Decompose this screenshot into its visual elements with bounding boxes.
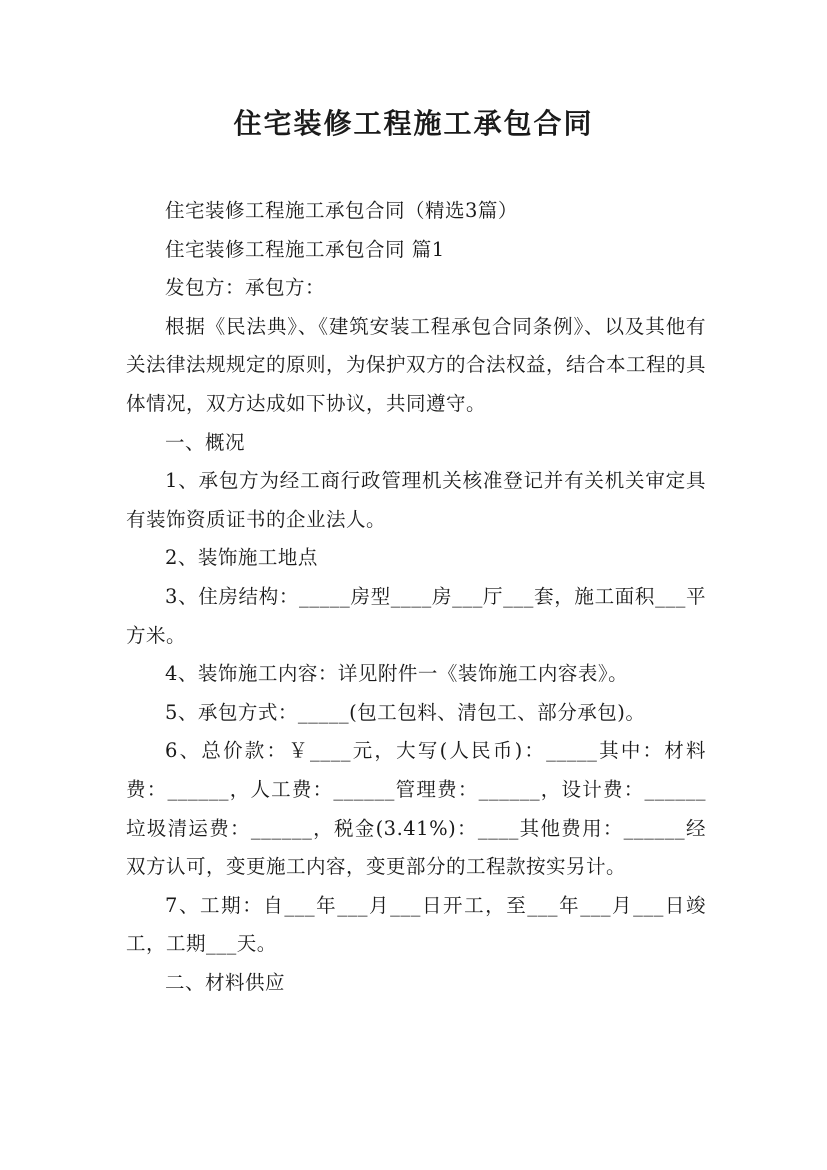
- clause-1: 1、承包方为经工商行政管理机关核准登记并有关机关审定具有装饰资质证书的企业法人。: [126, 469, 706, 531]
- clause-3: 3、住房结构：_____房型____房___厅___套，施工面积___平方米。: [126, 584, 706, 647]
- clause-5: 5、承包方式：_____(包工包料、清包工、部分承包)。: [165, 700, 646, 724]
- document-body: [126, 192, 706, 1002]
- clause-2: 2、装饰施工地点: [165, 546, 318, 570]
- document-title: 住宅装修工程施工承包合同: [233, 107, 594, 140]
- clause-6: 6、总价款：￥____元，大写(人民币)：_____其中：材料费：______，人工费：______管理费：______，设计费：______垃圾清运费：______，税金(3.41%)：____其他费用：______经双方认可，变更施工内容，变更部分的工程款按实另计。: [126, 739, 706, 879]
- heading-overview: 一、概况: [165, 430, 246, 454]
- heading-material-supply: 二、材料供应: [165, 970, 286, 994]
- paragraph-preamble: 根据《民法典》、《建筑安装工程承包合同条例》、以及其他有关法律法规规定的原则，为保护双方的合法权益，结合本工程的具体情况，双方达成如下协议，共同遵守。: [126, 314, 707, 415]
- paragraph-subtitle: 住宅装修工程施工承包合同（精选3篇）: [165, 199, 518, 222]
- clause-4: 4、装饰施工内容：详见附件一《装饰施工内容表》。: [165, 662, 629, 686]
- clause-7: 7、工期：自___年___月___日开工，至___年___月___日竣工，工期___天。: [126, 893, 706, 956]
- paragraph-section-heading: 住宅装修工程施工承包合同 篇1: [165, 237, 445, 261]
- paragraph-parties: 发包方：承包方：: [165, 276, 326, 300]
